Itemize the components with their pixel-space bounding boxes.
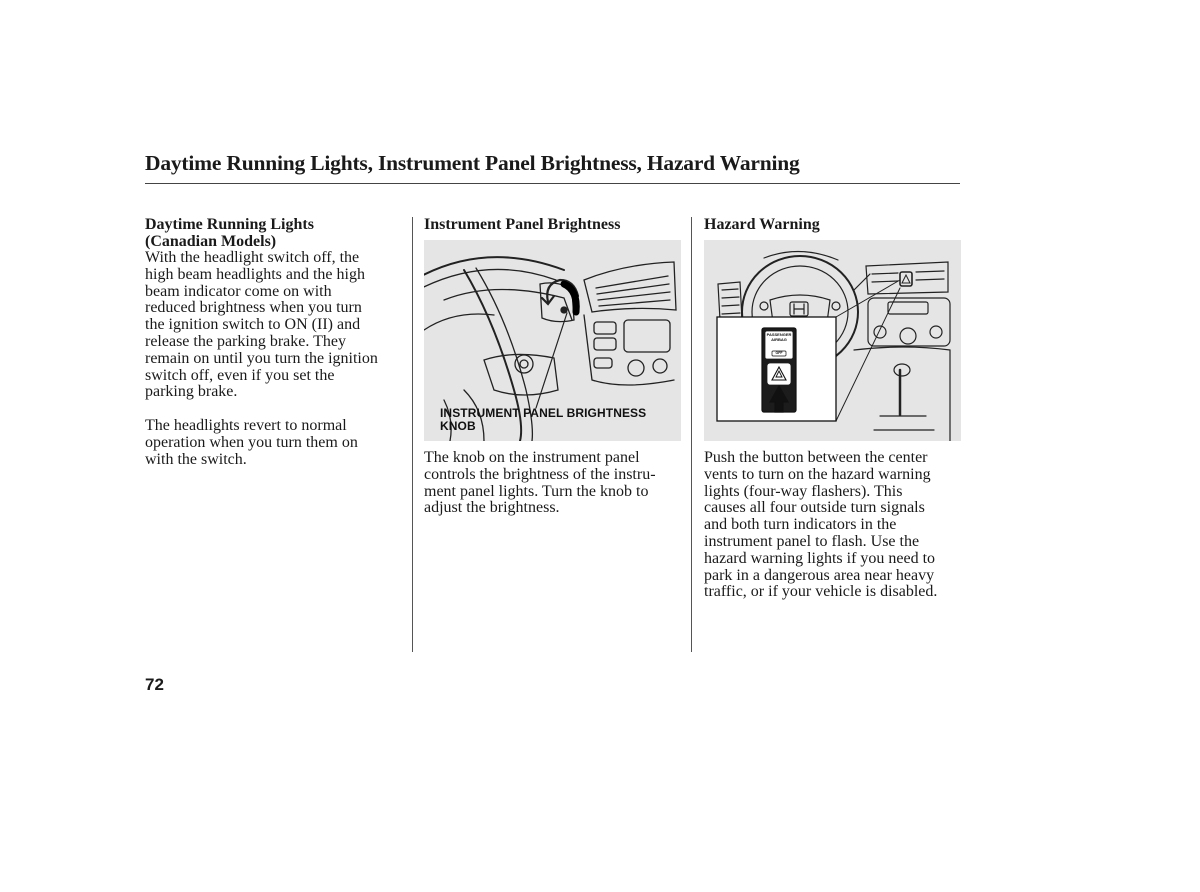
text-line: causes all four outside turn signals	[704, 499, 925, 517]
text-line: and both turn indicators in the	[704, 516, 897, 534]
text-line: With the headlight switch off, the	[145, 249, 360, 266]
passenger-airbag-label	[764, 333, 794, 342]
hazard-heading: Hazard Warning	[704, 216, 820, 233]
text-line: hazard warning lights if you need to	[704, 549, 936, 567]
text-line: switch off, even if you set the	[145, 366, 335, 384]
airbag-label-line: AIRBAG	[771, 336, 787, 342]
text-line: Push the button between the center	[704, 449, 928, 466]
airbag-off-indicator: OFF	[775, 351, 783, 355]
text-line: operation when you turn them on	[145, 433, 358, 451]
airbag-label-line: PASSENGER	[766, 332, 792, 337]
text-line: high beam headlights and the high	[145, 265, 365, 283]
text-line: the ignition switch to ON (II) and	[145, 316, 361, 334]
text-line: release the parking brake. They	[145, 332, 346, 350]
text-line: ment panel lights. Turn the knob to	[424, 482, 649, 500]
text-line: park in a dangerous area near heavy	[704, 566, 935, 584]
column-divider	[691, 217, 692, 652]
brightness-heading: Instrument Panel Brightness	[424, 216, 621, 233]
drl-paragraph-2	[145, 418, 400, 468]
text-line: parking brake.	[145, 383, 238, 401]
brightness-knob-illustration	[424, 240, 681, 441]
title-rule	[145, 183, 960, 184]
hazard-body	[704, 450, 962, 601]
text-line: controls the brightness of the instru-	[424, 465, 656, 483]
text-line: adjust the brightness.	[424, 499, 560, 517]
page-number: 72	[145, 675, 164, 694]
drl-paragraph-1	[145, 250, 400, 401]
text-line: The headlights revert to normal	[145, 417, 347, 435]
caption-line: INSTRUMENT PANEL BRIGHTNESS	[440, 406, 647, 420]
hazard-section	[704, 216, 962, 601]
text-line: instrument panel to flash. Use the	[704, 532, 920, 550]
brightness-section	[424, 216, 682, 517]
text-line: lights (four-way flashers). This	[704, 482, 903, 500]
caption-line: KNOB	[440, 419, 476, 433]
text-line: remain on until you turn the ignition	[145, 349, 378, 367]
text-line: The knob on the instrument panel	[424, 449, 640, 466]
drl-heading-line1: Daytime Running Lights	[145, 216, 314, 233]
text-line: with the switch.	[145, 450, 247, 468]
text-line: traffic, or if your vehicle is disabled.	[704, 583, 938, 601]
brightness-body	[424, 450, 682, 517]
drl-section	[145, 216, 400, 469]
brightness-knob-caption	[440, 407, 646, 433]
text-line: beam indicator come on with	[145, 282, 332, 300]
dashboard-hazard-drawing	[704, 240, 961, 441]
hazard-button-illustration	[704, 240, 961, 441]
text-line: vents to turn on the hazard warning	[704, 465, 931, 483]
text-line: reduced brightness when you turn	[145, 299, 362, 317]
drl-heading	[145, 216, 400, 250]
page-title: Daytime Running Lights, Instrument Panel Brightness, Hazard Warning	[145, 151, 800, 175]
column-divider	[412, 217, 413, 652]
drl-heading-line2: (Canadian Models)	[145, 233, 277, 250]
